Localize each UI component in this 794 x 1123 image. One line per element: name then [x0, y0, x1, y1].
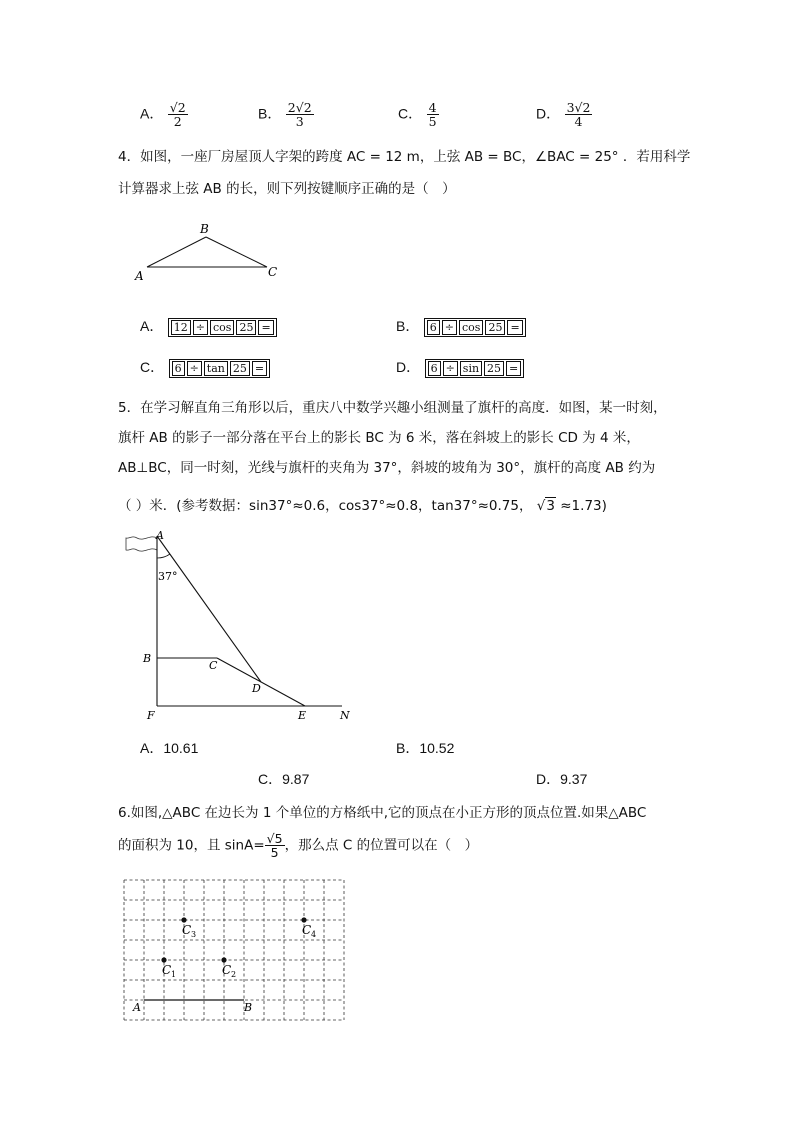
q4-label-c: C — [268, 265, 278, 279]
flag-icon — [126, 537, 157, 551]
q5-option-a: A．10.61 — [140, 740, 199, 756]
q3-option-c-label: C． — [398, 105, 423, 122]
q3-option-a-den: 2 — [173, 114, 182, 130]
q6-sin-num: √5 — [266, 831, 283, 846]
q5-option-b: B．10.52 — [396, 740, 455, 756]
key: = — [506, 361, 521, 376]
key: ÷ — [193, 320, 208, 335]
key: 12 — [171, 320, 191, 335]
q6-point-c2 — [221, 957, 226, 962]
q3-option-a — [140, 101, 188, 128]
q3-option-a-num: √2 — [169, 100, 186, 115]
q6-line1: 6.如图,△ABC 在边长为 1 个单位的方格纸中,它的顶点在小正方形的顶点位置.如果△ABC — [118, 805, 647, 821]
q6-label-c2: C — [222, 963, 232, 977]
key: 25 — [236, 320, 256, 335]
q5-sqrt3-radicand: 3 — [546, 498, 555, 514]
q6-point-c1 — [161, 957, 166, 962]
q5-label-a: A — [156, 529, 164, 542]
q5-label-e: E — [298, 709, 307, 722]
q3-option-b-num: 2√2 — [287, 100, 312, 115]
q6-line2-b: ，那么点 C 的位置可以在（ ） — [284, 837, 479, 854]
q6-label-c2-sub: 2 — [231, 970, 237, 979]
q4-option-d-label: D． — [396, 359, 421, 375]
q5-line4-a: （ ）米．(参考数据：sin37°≈0.6，cos37°≈0.8，tan37°≈0.75， — [118, 498, 533, 514]
q6-line2-a: 的面积为 10，且 sinA= — [118, 837, 265, 854]
key: 25 — [230, 361, 250, 376]
key: cos — [210, 320, 234, 335]
q4-option-b-keys — [424, 318, 526, 337]
q5-label-n: N — [340, 709, 350, 722]
q6-point-c4 — [301, 917, 306, 922]
q4-segment-bc — [206, 237, 267, 267]
q5-option-d: D．9.37 — [536, 771, 588, 787]
q6-label-b: B — [244, 1001, 253, 1014]
q3-option-b-label: B． — [258, 105, 282, 122]
q5-line4-b: ≈1.73) — [560, 498, 607, 514]
q3-option-d-num: 3√2 — [566, 100, 591, 115]
q4-label-a: A — [135, 269, 144, 283]
q4-option-c-keys — [169, 359, 271, 378]
q6-point-c3 — [181, 917, 186, 922]
q6-grid — [124, 880, 344, 1020]
q4-line2: 计算器求上弦 AB 的长，则下列按键顺序正确的是（ ） — [118, 181, 456, 197]
q5-sqrt3: √3 — [536, 498, 555, 514]
key: 6 — [172, 361, 185, 376]
q3-option-d-label: D． — [536, 105, 561, 122]
q5-label-f: F — [147, 709, 155, 722]
q4-figure — [125, 218, 295, 288]
q6-sin-den: 5 — [270, 845, 279, 861]
key: ÷ — [442, 320, 457, 335]
q4-option-a-label: A． — [140, 318, 164, 334]
key: tan — [204, 361, 228, 376]
q5-label-b: B — [143, 652, 152, 665]
q5-figure — [120, 528, 365, 726]
q5-label-angle: 37° — [158, 570, 178, 583]
q4-option-c — [140, 357, 270, 378]
q5-line2: 旗杆 AB 的影子一部分落在平台上的影长 BC 为 6 米，落在斜坡上的影长 CD 为 4 米， — [118, 430, 640, 446]
q5-label-d: D — [252, 682, 261, 695]
q4-option-d-keys — [425, 359, 525, 378]
q6-label-c3: C — [182, 923, 192, 937]
q6-label-c1-sub: 1 — [171, 970, 177, 979]
q4-label-b: B — [200, 222, 209, 236]
q6-label-c3-sub: 3 — [191, 930, 197, 939]
q5-line1: 5．在学习解直角三角形以后，重庆八中数学兴趣小组测量了旗杆的高度．如图，某一时刻， — [118, 400, 667, 416]
q4-line1: 4．如图，一座厂房屋顶人字架的跨度 AC = 12 m，上弦 AB = BC，∠BAC = 25° ．若用科学 — [118, 149, 691, 165]
q6-label-c1: C — [162, 963, 172, 977]
key: ÷ — [187, 361, 202, 376]
q4-option-a-keys — [168, 318, 277, 337]
q3-option-b — [258, 101, 314, 128]
q6-label-a: A — [133, 1001, 141, 1014]
q5-line4 — [118, 494, 607, 514]
q6-label-c4-sub: 4 — [311, 930, 317, 939]
key: 25 — [484, 361, 504, 376]
q3-option-a-label: A． — [140, 105, 164, 122]
key: = — [252, 361, 267, 376]
key: = — [258, 320, 273, 335]
key: = — [507, 320, 522, 335]
q3-option-c — [398, 101, 439, 128]
q3-option-c-num: 4 — [428, 100, 437, 115]
key: cos — [459, 320, 483, 335]
q5-option-c: C．9.87 — [258, 771, 310, 787]
q6-label-c4: C — [302, 923, 312, 937]
q3-option-d — [536, 101, 592, 128]
q5-label-c: C — [209, 659, 218, 672]
key: sin — [460, 361, 482, 376]
q3-option-b-den: 3 — [295, 114, 304, 130]
q4-option-c-label: C． — [140, 359, 165, 375]
q6-line2 — [118, 832, 478, 859]
q5-line3: AB⊥BC，同一时刻，光线与旗杆的夹角为 37°，斜坡的坡角为 30°，旗杆的高度 AB 约为 — [118, 460, 656, 476]
key: 6 — [427, 320, 440, 335]
q4-option-a — [140, 316, 277, 337]
q4-option-b-label: B． — [396, 318, 420, 334]
q3-option-d-den: 4 — [574, 114, 583, 130]
key: 25 — [485, 320, 505, 335]
q6-grid-figure — [120, 876, 350, 1024]
q5-angle-arc — [157, 554, 170, 558]
q4-option-b — [396, 316, 526, 337]
key: ÷ — [443, 361, 458, 376]
q4-segment-ab — [147, 237, 206, 267]
key: 6 — [428, 361, 441, 376]
q4-option-d — [396, 357, 524, 378]
q3-option-c-den: 5 — [428, 114, 437, 130]
